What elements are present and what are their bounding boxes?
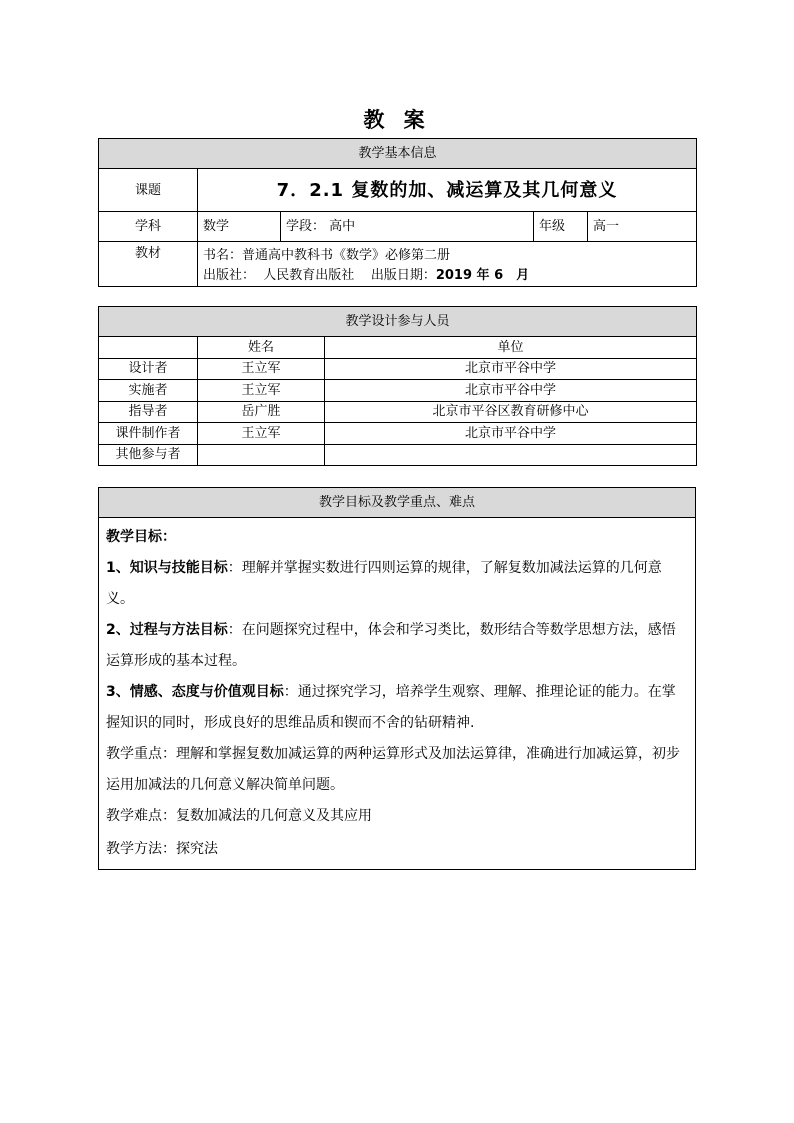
- publisher-line: [203, 266, 691, 286]
- stage-value: 高中: [329, 219, 356, 234]
- role-cell: 设计者: [99, 358, 198, 380]
- name-cell: 岳广胜: [198, 401, 325, 423]
- publisher-value: 人民教育出版社: [263, 268, 355, 283]
- goal-3-label: 3、情感、态度与价值观目标: [106, 684, 284, 700]
- subject-label: 学科: [99, 212, 198, 242]
- goal-1-label: 1、知识与技能目标: [106, 560, 228, 576]
- name-cell: 王立军: [198, 380, 325, 402]
- basic-info-table: [98, 138, 697, 287]
- pub-date-value: 2019 年 6 月: [435, 268, 530, 283]
- table-row: [99, 380, 697, 402]
- topic-value: 7．2.1 复数的加、减运算及其几何意义: [198, 169, 697, 212]
- table-row: [99, 358, 697, 380]
- topic-label: 课题: [99, 169, 198, 212]
- name-cell: [198, 444, 325, 466]
- role-cell: 课件制作者: [99, 423, 198, 445]
- unit-cell: 北京市平谷区教育研修中心: [325, 401, 697, 423]
- subject-value: 数学: [198, 212, 281, 242]
- teaching-method: 教学方法：探究法: [106, 841, 218, 857]
- objectives-content: [99, 518, 696, 870]
- table-row: [99, 423, 697, 445]
- name-cell: 王立军: [198, 358, 325, 380]
- goal-2: [106, 615, 688, 677]
- objectives-header: 教学目标及教学重点、难点: [99, 488, 696, 518]
- goal-3-text: ：通过探究学习，培养学生观察、理解、推理论证的能力。在掌握知识的同时，形成良好的思维品质和锲而不舍的钻研精神.: [106, 684, 676, 731]
- textbook-info: [198, 242, 697, 287]
- objectives-table: [98, 487, 696, 870]
- basic-info-header: 教学基本信息: [99, 139, 697, 169]
- publisher-label: 出版社：: [203, 268, 256, 283]
- pub-date-label: 出版日期：: [370, 268, 436, 283]
- unit-column-header: 单位: [325, 337, 697, 359]
- stage-cell: [281, 212, 534, 242]
- unit-cell: 北京市平谷中学: [325, 423, 697, 445]
- participants-table: [98, 306, 697, 466]
- grade-value: 高一: [588, 212, 697, 242]
- goal-3: [106, 677, 688, 739]
- participants-header: 教学设计参与人员: [99, 307, 697, 337]
- grade-label: 年级: [534, 212, 588, 242]
- table-row: [99, 444, 697, 466]
- book-name-line: 书名：普通高中教科书《数学》必修第二册: [203, 248, 451, 263]
- textbook-label: 教材: [99, 242, 198, 287]
- unit-cell: 北京市平谷中学: [325, 358, 697, 380]
- role-cell: 指导者: [99, 401, 198, 423]
- name-cell: 王立军: [198, 423, 325, 445]
- role-cell: 实施者: [99, 380, 198, 402]
- goal-2-text: ：在问题探究过程中，体会和学习类比，数形结合等数学思想方法，感悟运算形成的基本过程。: [106, 622, 676, 669]
- goal-2-label: 2、过程与方法目标: [106, 622, 228, 638]
- page-title: 教 案: [363, 108, 431, 132]
- key-points: 教学重点：理解和掌握复数加减运算的两种运算形式及加法运算律，准确进行加减运算，初步运用加减法的几何意义解决简单问题。: [106, 746, 680, 793]
- role-cell: 其他参与者: [99, 444, 198, 466]
- unit-cell: 北京市平谷中学: [325, 380, 697, 402]
- stage-label: 学段：: [286, 219, 326, 234]
- difficulties: 教学难点：复数加减法的几何意义及其应用: [106, 808, 372, 824]
- role-column-header: [99, 337, 198, 359]
- goal-1: [106, 553, 688, 615]
- goals-title: 教学目标：: [106, 529, 176, 545]
- goal-1-text: ：理解并掌握实数进行四则运算的规律，了解复数加减法运算的几何意义。: [106, 560, 662, 607]
- table-row: [99, 401, 697, 423]
- name-column-header: 姓名: [198, 337, 325, 359]
- unit-cell: [325, 444, 697, 466]
